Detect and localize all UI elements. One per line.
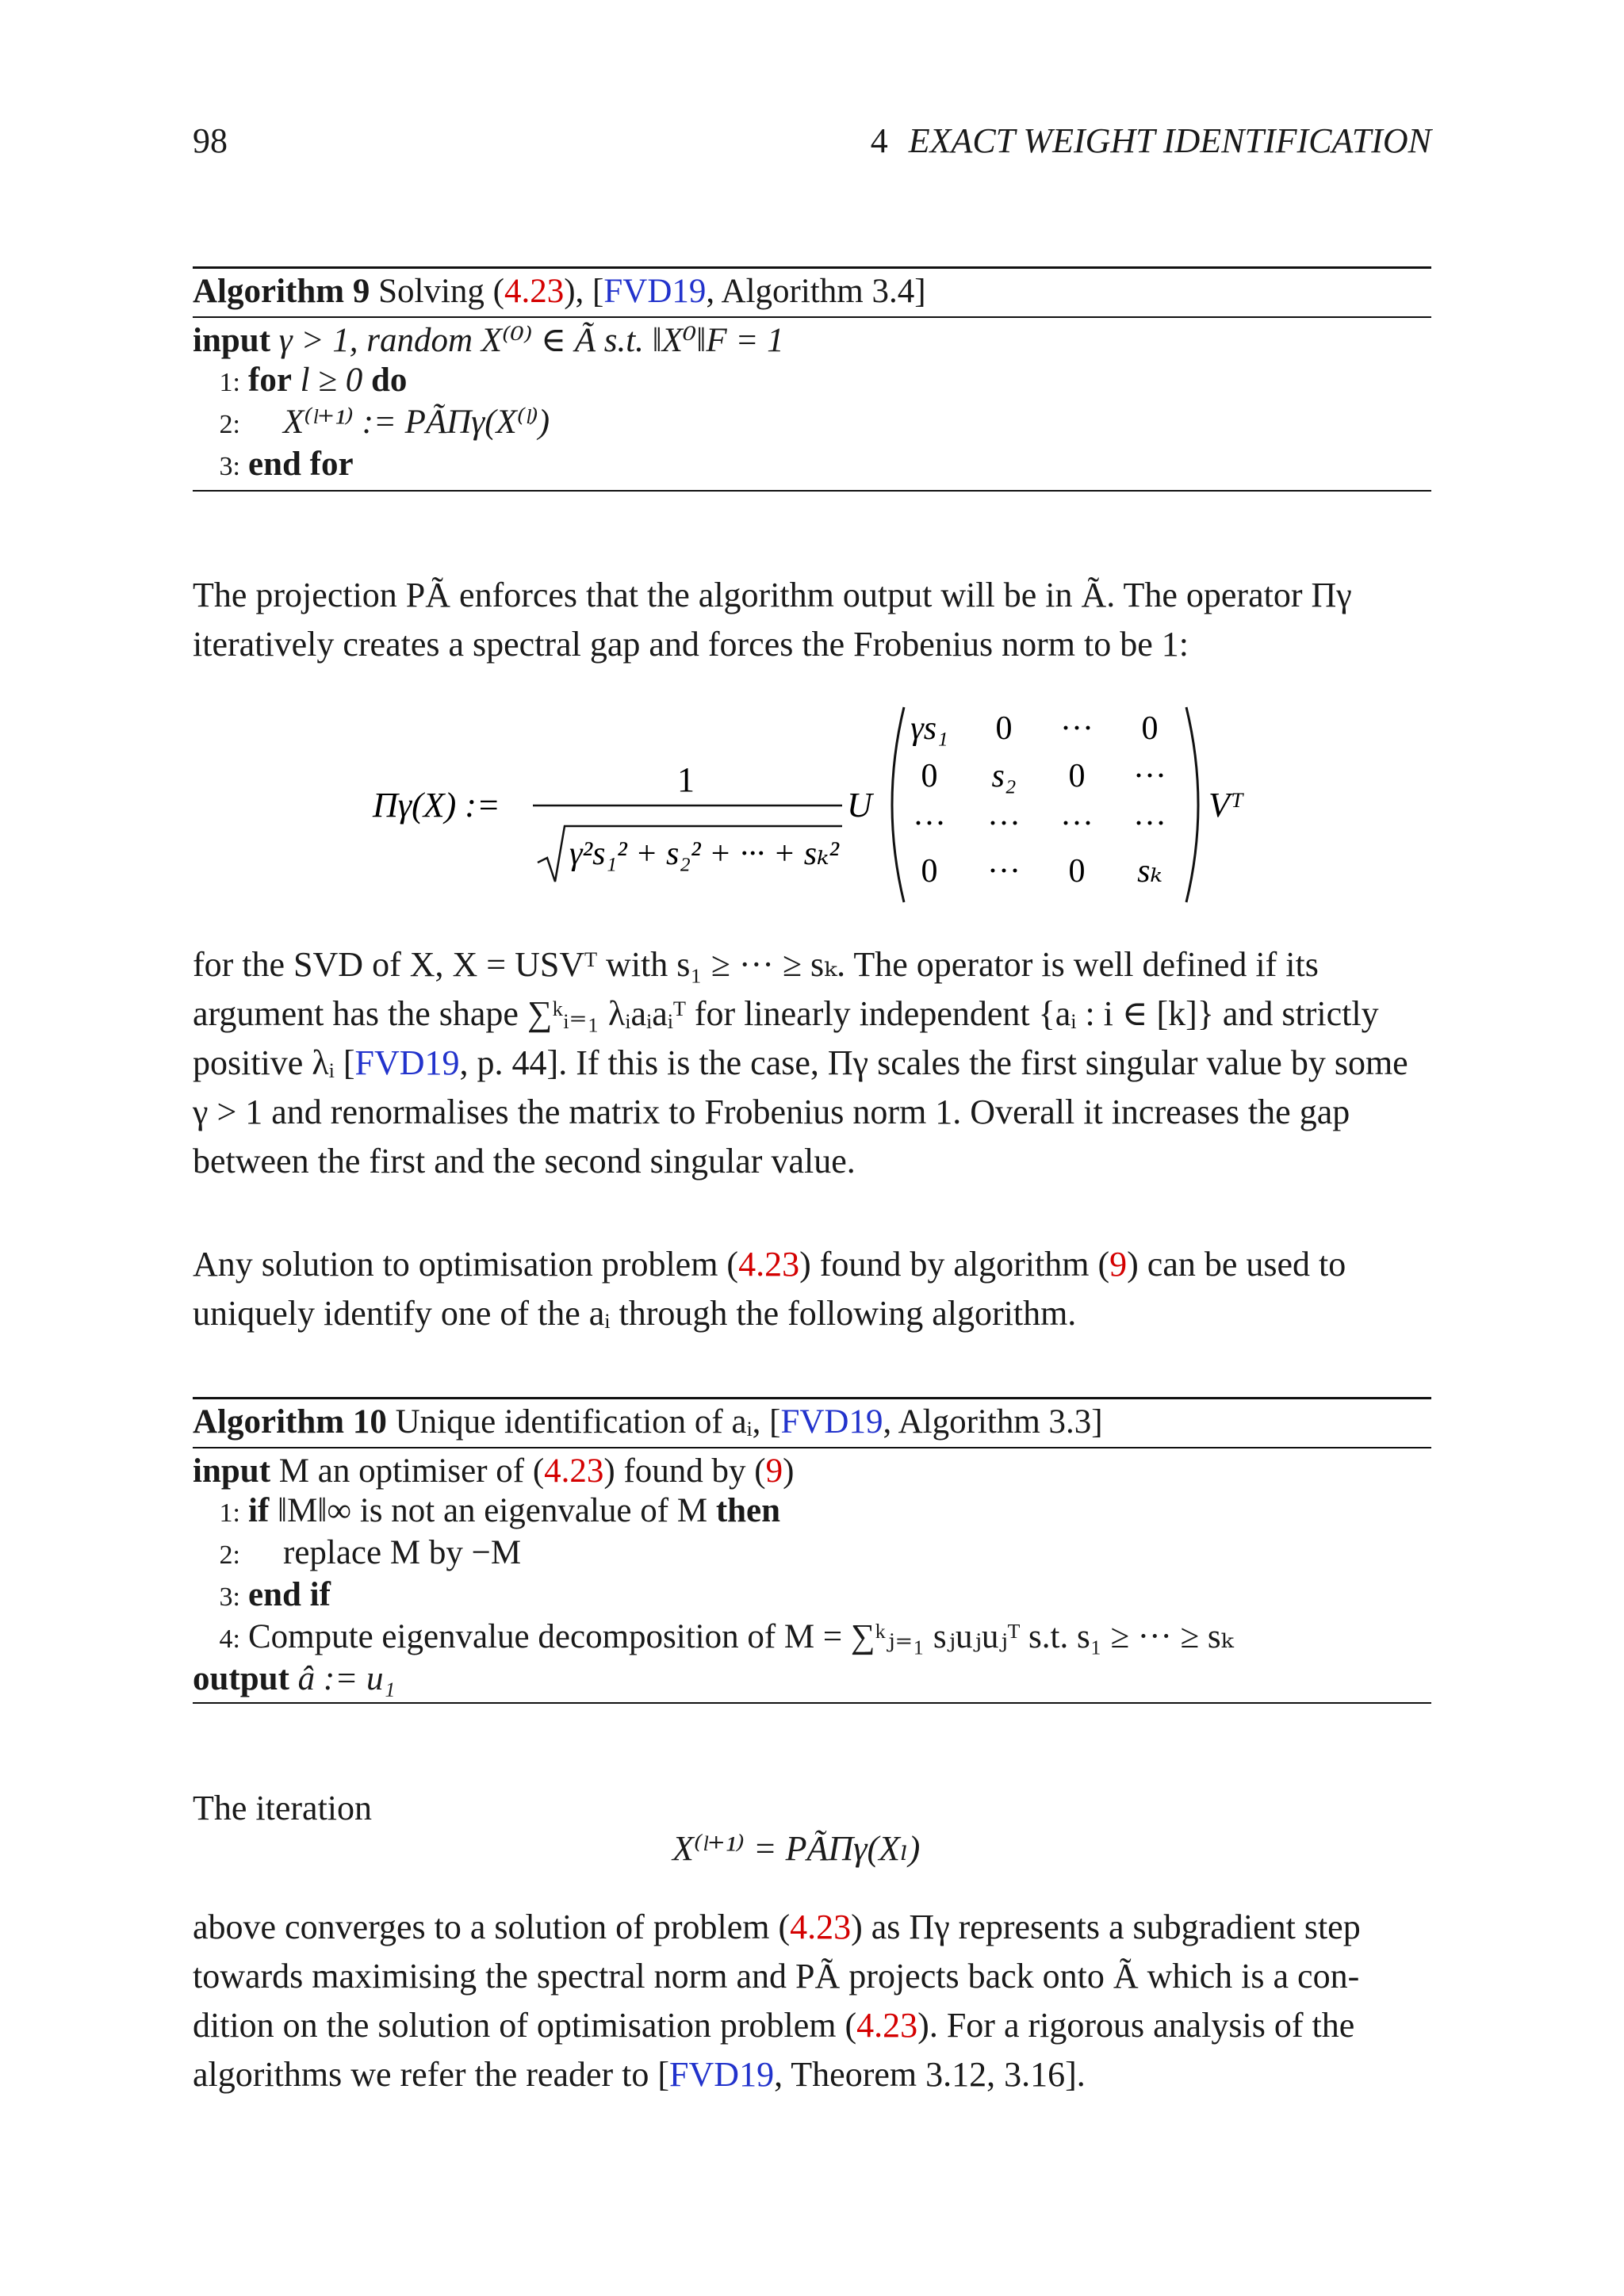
algo-line: 1: if ‖M‖∞ is not an eigenvalue of M then bbox=[219, 1492, 781, 1529]
equation-ref-link[interactable]: 4.23 bbox=[504, 273, 565, 310]
algo-output: output â := u₁ bbox=[193, 1660, 396, 1697]
matrix-cell: sₖ bbox=[1137, 853, 1162, 890]
algo-input: input M an optimiser of (4.23) found by (9) bbox=[193, 1452, 795, 1490]
algo-bottom-rule bbox=[193, 490, 1431, 492]
matrix-cell: ··· bbox=[1060, 806, 1094, 842]
algorithm-ref-link[interactable]: 9 bbox=[1109, 1245, 1128, 1284]
matrix-cell: 0 bbox=[1141, 710, 1159, 747]
matrix-cell: 0 bbox=[1068, 853, 1086, 890]
eq-vt: Vᵀ bbox=[1208, 786, 1243, 825]
equation-ref-link[interactable]: 4.23 bbox=[738, 1245, 800, 1284]
algo-line: 3: end for bbox=[219, 446, 354, 483]
algorithm-ref-link[interactable]: 9 bbox=[765, 1452, 783, 1490]
algo-caption: Algorithm 10 Unique identification of aᵢ, [FVD19, Algorithm 3.3] bbox=[193, 1403, 1103, 1441]
equation-ref-link[interactable]: 4.23 bbox=[856, 2006, 918, 2045]
paragraph-4: The iteration bbox=[193, 1789, 373, 1827]
matrix-left-paren bbox=[892, 707, 904, 902]
algo-input-text: γ > 1, random X⁽⁰⁾ ∈ Ã s.t. ‖X⁰‖F = 1 bbox=[278, 322, 784, 359]
algo-line: 3: end if bbox=[219, 1576, 331, 1613]
citation-link[interactable]: FVD19 bbox=[780, 1403, 883, 1441]
matrix-cell: ··· bbox=[1133, 806, 1166, 842]
algo-title-text: Solving ( bbox=[378, 273, 504, 310]
algo-line: 4: Compute eigenvalue decomposition of M = ∑ᵏⱼ₌₁ sⱼuⱼuⱼᵀ s.t. s₁ ≥ ··· ≥ sₖ bbox=[219, 1618, 1234, 1655]
paragraph-5: above converges to a solution of problem (4.23) as Πγ represents a subgradient step towards maximising the spectral norm and PÃ projects back onto Ã which is a con- dition on the solution of optimisation problem (4.23). For a rigorous analysis of the algorithms we refer the reader to [FVD19, Theorem 3.12, 3.16]. bbox=[193, 1908, 1361, 2094]
equation-iteration: X⁽ˡ⁺¹⁾ = PÃΠγ(Xₗ) bbox=[672, 1829, 921, 1868]
matrix-cell: 0 bbox=[1068, 758, 1086, 794]
eq-lhs: Πγ(X) := bbox=[373, 786, 500, 825]
matrix-cell: 0 bbox=[921, 853, 938, 890]
matrix-cell: 0 bbox=[921, 758, 938, 794]
paragraph-3: Any solution to optimisation problem (4.23) found by algorithm (9) can be used to uniquely identify one of the aᵢ through the following algorithm. bbox=[193, 1245, 1346, 1333]
paragraph-1: The projection PÃ enforces that the algorithm output will be in Ã. The operator Πγ iteratively creates a spectral gap and forces the Frobenius norm to be 1: bbox=[193, 576, 1352, 664]
matrix-cell: γs₁ bbox=[910, 710, 948, 747]
chapter-title: EXACT WEIGHT IDENTIFICATION bbox=[908, 121, 1431, 160]
algo-caption: Algorithm 9 Solving (4.23), [FVD19, Algorithm 3.4] bbox=[193, 273, 926, 310]
matrix-cell: ··· bbox=[913, 806, 946, 842]
eq-denominator: γ²s₁² + s₂² + ··· + sₖ² bbox=[569, 836, 839, 872]
chapter-heading bbox=[871, 121, 1431, 161]
matrix-cell: 0 bbox=[995, 710, 1013, 747]
matrix-right-paren bbox=[1186, 707, 1198, 902]
page-number: 98 bbox=[193, 121, 228, 160]
algo-label: Algorithm 10 bbox=[193, 1403, 387, 1441]
algo-line: 2: replace M by −M bbox=[219, 1534, 522, 1571]
algo-input: input γ > 1, random X⁽⁰⁾ ∈ Ã s.t. ‖X⁰‖F = 1 bbox=[193, 322, 784, 359]
matrix-cell: s₂ bbox=[991, 758, 1017, 794]
running-header bbox=[193, 121, 1431, 168]
algo-line: 2: X⁽ˡ⁺¹⁾ := PÃΠγ(X⁽ˡ⁾) bbox=[219, 404, 550, 441]
equation-ref-link[interactable]: 4.23 bbox=[790, 1908, 852, 1946]
matrix-cell: ··· bbox=[987, 806, 1021, 842]
matrix bbox=[910, 710, 1166, 890]
paragraph-2: for the SVD of X, X = USVᵀ with s₁ ≥ ··· ≥ sₖ. The operator is well defined if its argument has the shape ∑ᵏᵢ₌₁ λᵢaᵢaᵢᵀ for linearly independent {aᵢ : i ∈ [k]} and strictly positive λᵢ [FVD19, p. 44]. If this is the case, Πγ scales the first singular value by some γ > 1 and renormalises the matrix to Frobenius norm 1. Overall it increases the gap between the first and the second singular value. bbox=[193, 945, 1408, 1181]
matrix-cell: ··· bbox=[1133, 758, 1166, 794]
algo-line: 1: for l ≥ 0 do bbox=[219, 362, 408, 399]
citation-link[interactable]: FVD19 bbox=[603, 273, 707, 310]
eq-u: U bbox=[847, 786, 872, 825]
algorithm-10 bbox=[193, 1397, 1431, 1704]
equation-ref-link[interactable]: 4.23 bbox=[544, 1452, 604, 1490]
matrix-cell: ··· bbox=[987, 853, 1021, 890]
eq-numerator: 1 bbox=[677, 760, 695, 799]
algo-label: Algorithm 9 bbox=[193, 273, 370, 310]
citation-link[interactable]: FVD19 bbox=[354, 1043, 460, 1082]
algo-bottom-rule bbox=[193, 1702, 1431, 1704]
matrix-cell: ··· bbox=[1060, 710, 1094, 747]
citation-link[interactable]: FVD19 bbox=[669, 2055, 775, 2094]
algorithm-9 bbox=[193, 266, 1431, 492]
chapter-number: 4 bbox=[870, 121, 888, 160]
equation-pi-gamma bbox=[0, 698, 1624, 912]
